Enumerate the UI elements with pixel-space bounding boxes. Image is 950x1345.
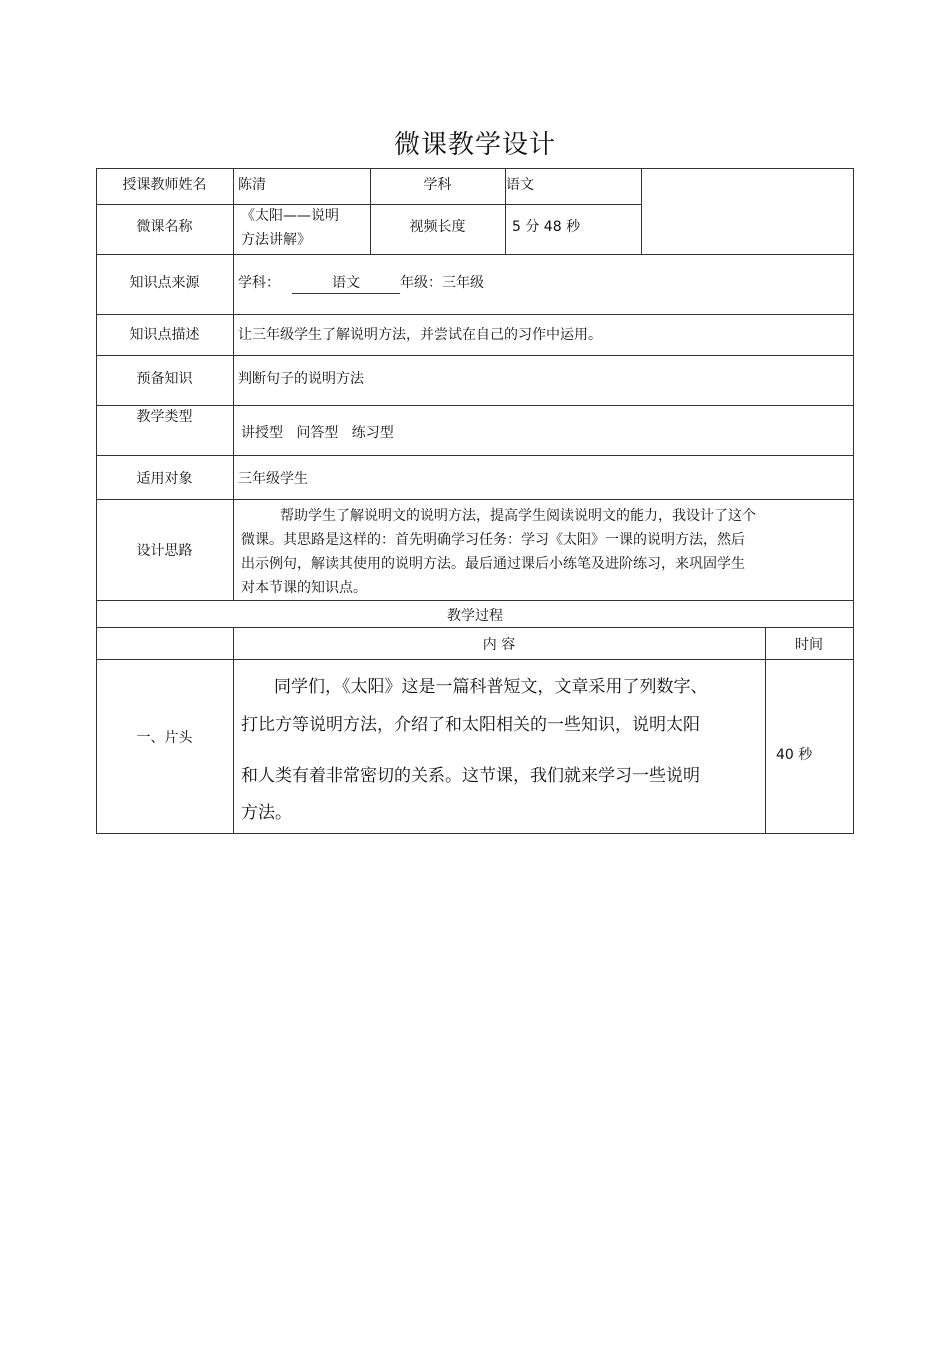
course-name-label: 微课名称 [136,219,193,235]
grid-line [96,314,854,315]
subject-value: 语文 [506,177,534,193]
teaching-type-value: 讲授型 问答型 练习型 [241,425,394,441]
teacher-label: 授课教师姓名 [122,177,207,193]
grid-line [853,168,854,833]
time-header: 时间 [795,637,823,653]
source-subject-prefix: 学科： [238,275,280,291]
process-header: 教学过程 [447,608,503,624]
stage-label: 一、片头 [136,730,193,746]
grid-line [765,627,766,833]
content-line: 方法。 [241,803,292,823]
teaching-type-label: 教学类型 [136,409,193,425]
grid-line [96,405,854,406]
prerequisite-label: 预备知识 [136,371,193,387]
video-length-value: 5 分 48 秒 [512,219,581,235]
description-label: 知识点描述 [129,327,200,343]
source-grade: 年级：三年级 [400,275,484,291]
design-line: 对本节课的知识点。 [241,580,367,596]
grid-line [96,600,854,601]
design-line: 微课。其思路是这样的：首先明确学习任务：学习《太阳》一课的说明方法，然后 [241,532,745,548]
grid-line [96,254,854,255]
grid-line [641,168,642,254]
audience-value: 三年级学生 [238,471,308,487]
stage-time: 40 秒 [776,747,813,763]
design-line: 帮助学生了解说明文的说明方法，提高学生阅读说明文的能力，我设计了这个 [280,508,756,524]
content-header: 内 容 [482,637,516,653]
grid-line [233,168,234,600]
grid-line [96,659,854,660]
grid-line [233,627,234,833]
content-line: 打比方等说明方法，介绍了和太阳相关的一些知识，说明太阳 [241,715,700,735]
description-value: 让三年级学生了解说明方法，并尝试在自己的习作中运用。 [238,327,602,343]
grid-line [96,355,854,356]
prerequisite-value: 判断句子的说明方法 [238,371,364,387]
grid-line [96,168,854,169]
document-title: 微课教学设计 [393,130,556,160]
course-name-line-2: 方法讲解》 [241,232,311,248]
course-name-line-1: 《太阳——说明 [241,208,339,224]
design-line: 出示例句，解读其使用的说明方法。最后通过课后小练笔及进阶练习，来巩固学生 [241,556,745,572]
grid-line [96,204,642,205]
grid-line [96,833,854,834]
source-label: 知识点来源 [129,275,200,291]
subject-label: 学科 [423,177,452,193]
grid-line [96,455,854,456]
design-label: 设计思路 [136,543,193,559]
audience-label: 适用对象 [136,471,193,487]
grid-line [96,499,854,500]
content-line: 和人类有着非常密切的关系。这节课，我们就来学习一些说明 [241,766,700,786]
video-length-label: 视频长度 [409,219,466,235]
source-subject-field: 语文 [292,273,400,294]
content-line: 同学们，《太阳》这是一篇科普短文，文章采用了列数字、 [274,677,708,697]
teacher-value: 陈清 [238,177,266,193]
grid-line [96,627,854,628]
